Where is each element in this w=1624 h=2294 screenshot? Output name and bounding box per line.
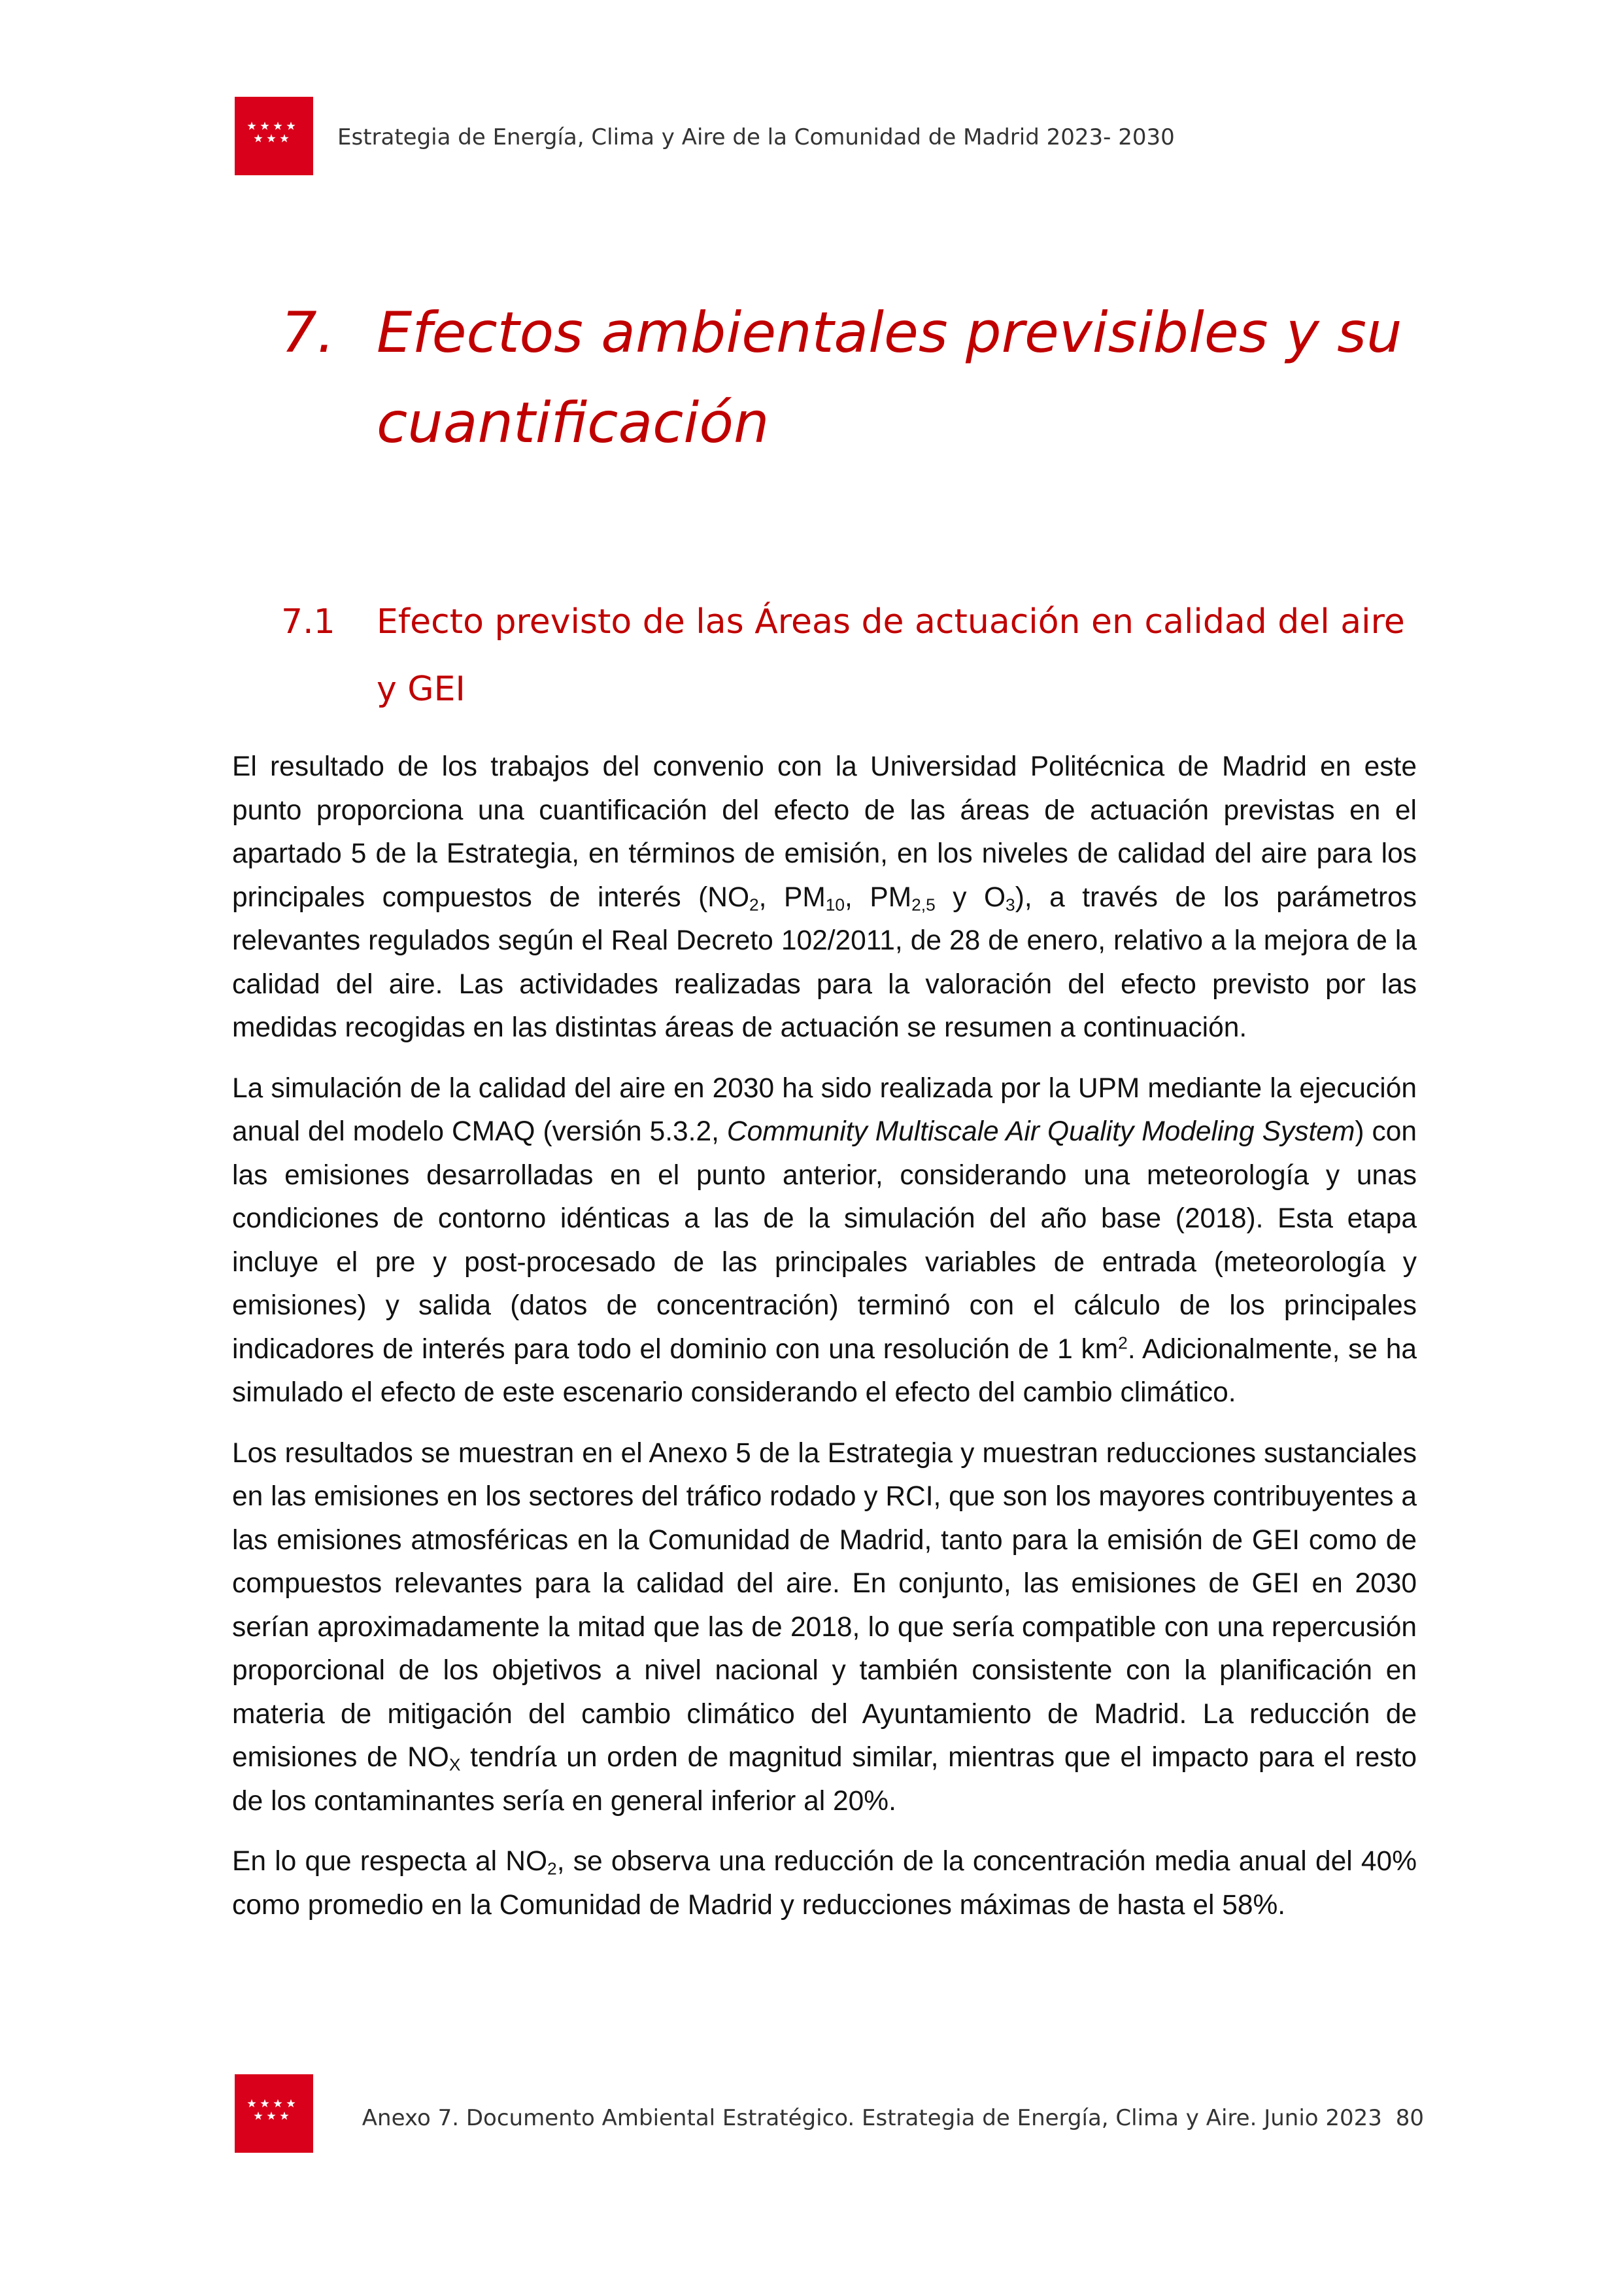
chapter-number: 7.	[281, 300, 335, 366]
stars-icon	[235, 2074, 313, 2153]
section-heading	[281, 589, 1432, 723]
subscript: 2	[547, 1858, 557, 1879]
section-number: 7.1	[281, 602, 335, 642]
paragraph-3	[232, 1432, 1417, 1824]
body-text	[232, 745, 1417, 1944]
page-number: 80	[1395, 2105, 1424, 2131]
text-run: La simulación de la calidad del aire en 2030 ha sido realizada por la UPM mediante la ejecución anual del modelo CMAQ (versión 5.3.2,	[232, 1072, 1417, 1147]
running-header: Estrategia de Energía, Clima y Aire de la Comunidad de Madrid 2023- 2030	[337, 124, 1175, 150]
paragraph-1	[232, 745, 1417, 1050]
subscript: X	[448, 1755, 461, 1775]
chapter-title: Efectos ambientales previsibles y su cuantificación	[377, 300, 1402, 456]
text-run: ) con las emisiones desarrolladas en el punto anterior, considerando una meteorología y unas condiciones de contorno idénticas a las de la simulación del año base (2018). Esta etapa incluye el pre y post-procesado de las principales variables de entrada (meteorología y emisiones) y salida (datos de concentración) terminó con el cálculo de los principales indicadores de interés para todo el dominio con una resolución de 1 km	[232, 1116, 1417, 1365]
paragraph-4	[232, 1840, 1417, 1927]
footer-text: Anexo 7. Documento Ambiental Estratégico. Estrategia de Energía, Clima y Aire. Junio 2023	[362, 2105, 1382, 2131]
running-footer	[362, 2105, 1424, 2131]
text-run: , se observa una reducción de la concentración media anual del 40% como promedio en la Comunidad de Madrid y reducciones máximas de hasta el 58%.	[232, 1846, 1417, 1921]
text-run: . Adicionalmente, se ha simulado el efecto de este escenario considerando el efecto del cambio climático.	[232, 1333, 1417, 1408]
subscript: 2,5	[911, 895, 936, 915]
superscript: 2	[1118, 1333, 1128, 1353]
text-run: , PM	[758, 882, 826, 913]
madrid-logo-icon	[235, 2074, 313, 2153]
text-run: , PM	[845, 882, 912, 913]
text-run: Los resultados se muestran en el Anexo 5 de la Estrategia y muestran reducciones sustanciales en las emisiones en los sectores del tráfico rodado y RCI, que son los mayores contribuyentes a las emisiones atmosféricas en la Comunidad de Madrid, tanto para la emisión de GEI como de compuestos relevantes para la calidad del aire. En conjunto, las emisiones de GEI en 2030 serían aproximadamente la mitad que las de 2018, lo que sería compatible con una repercusión proporcional de los objetivos a nivel nacional y también consistente con la planificación en materia de mitigación del cambio climático del Ayuntamiento de Madrid. La reducción de emisiones de NO	[232, 1437, 1417, 1773]
subscript: 2	[749, 895, 759, 915]
subscript: 3	[1006, 895, 1015, 915]
text-run: ), a través de los parámetros relevantes regulados según el Real Decreto 102/2011, de 28 de enero, relativo a la mejora de la calidad del aire. Las actividades realizadas para la valoración del efecto previsto por las medidas recogidas en las distintas áreas de actuación se resumen a continuación.	[232, 882, 1417, 1043]
madrid-logo-icon	[235, 97, 313, 175]
stars-icon	[235, 97, 313, 175]
chapter-heading	[281, 288, 1432, 468]
text-run: y O	[935, 882, 1006, 913]
paragraph-2	[232, 1067, 1417, 1415]
italic-text: Community Multiscale Air Quality Modeling System	[726, 1116, 1355, 1147]
text-run: tendría un orden de magnitud similar, mientras que el impacto para el resto de los contaminantes sería en general inferior al 20%.	[232, 1742, 1417, 1817]
subscript: 10	[825, 895, 845, 915]
section-title: Efecto previsto de las Áreas de actuación en calidad del aire y GEI	[377, 602, 1405, 709]
text-run: El resultado de los trabajos del convenio con la Universidad Politécnica de Madrid en este punto proporciona una cuantificación del efecto de las áreas de actuación previstas en el apartado 5 de la Estrategia, en términos de emisión, en los niveles de calidad del aire para los principales compuestos de interés (NO	[232, 751, 1417, 913]
text-run: En lo que respecta al NO	[232, 1846, 548, 1877]
